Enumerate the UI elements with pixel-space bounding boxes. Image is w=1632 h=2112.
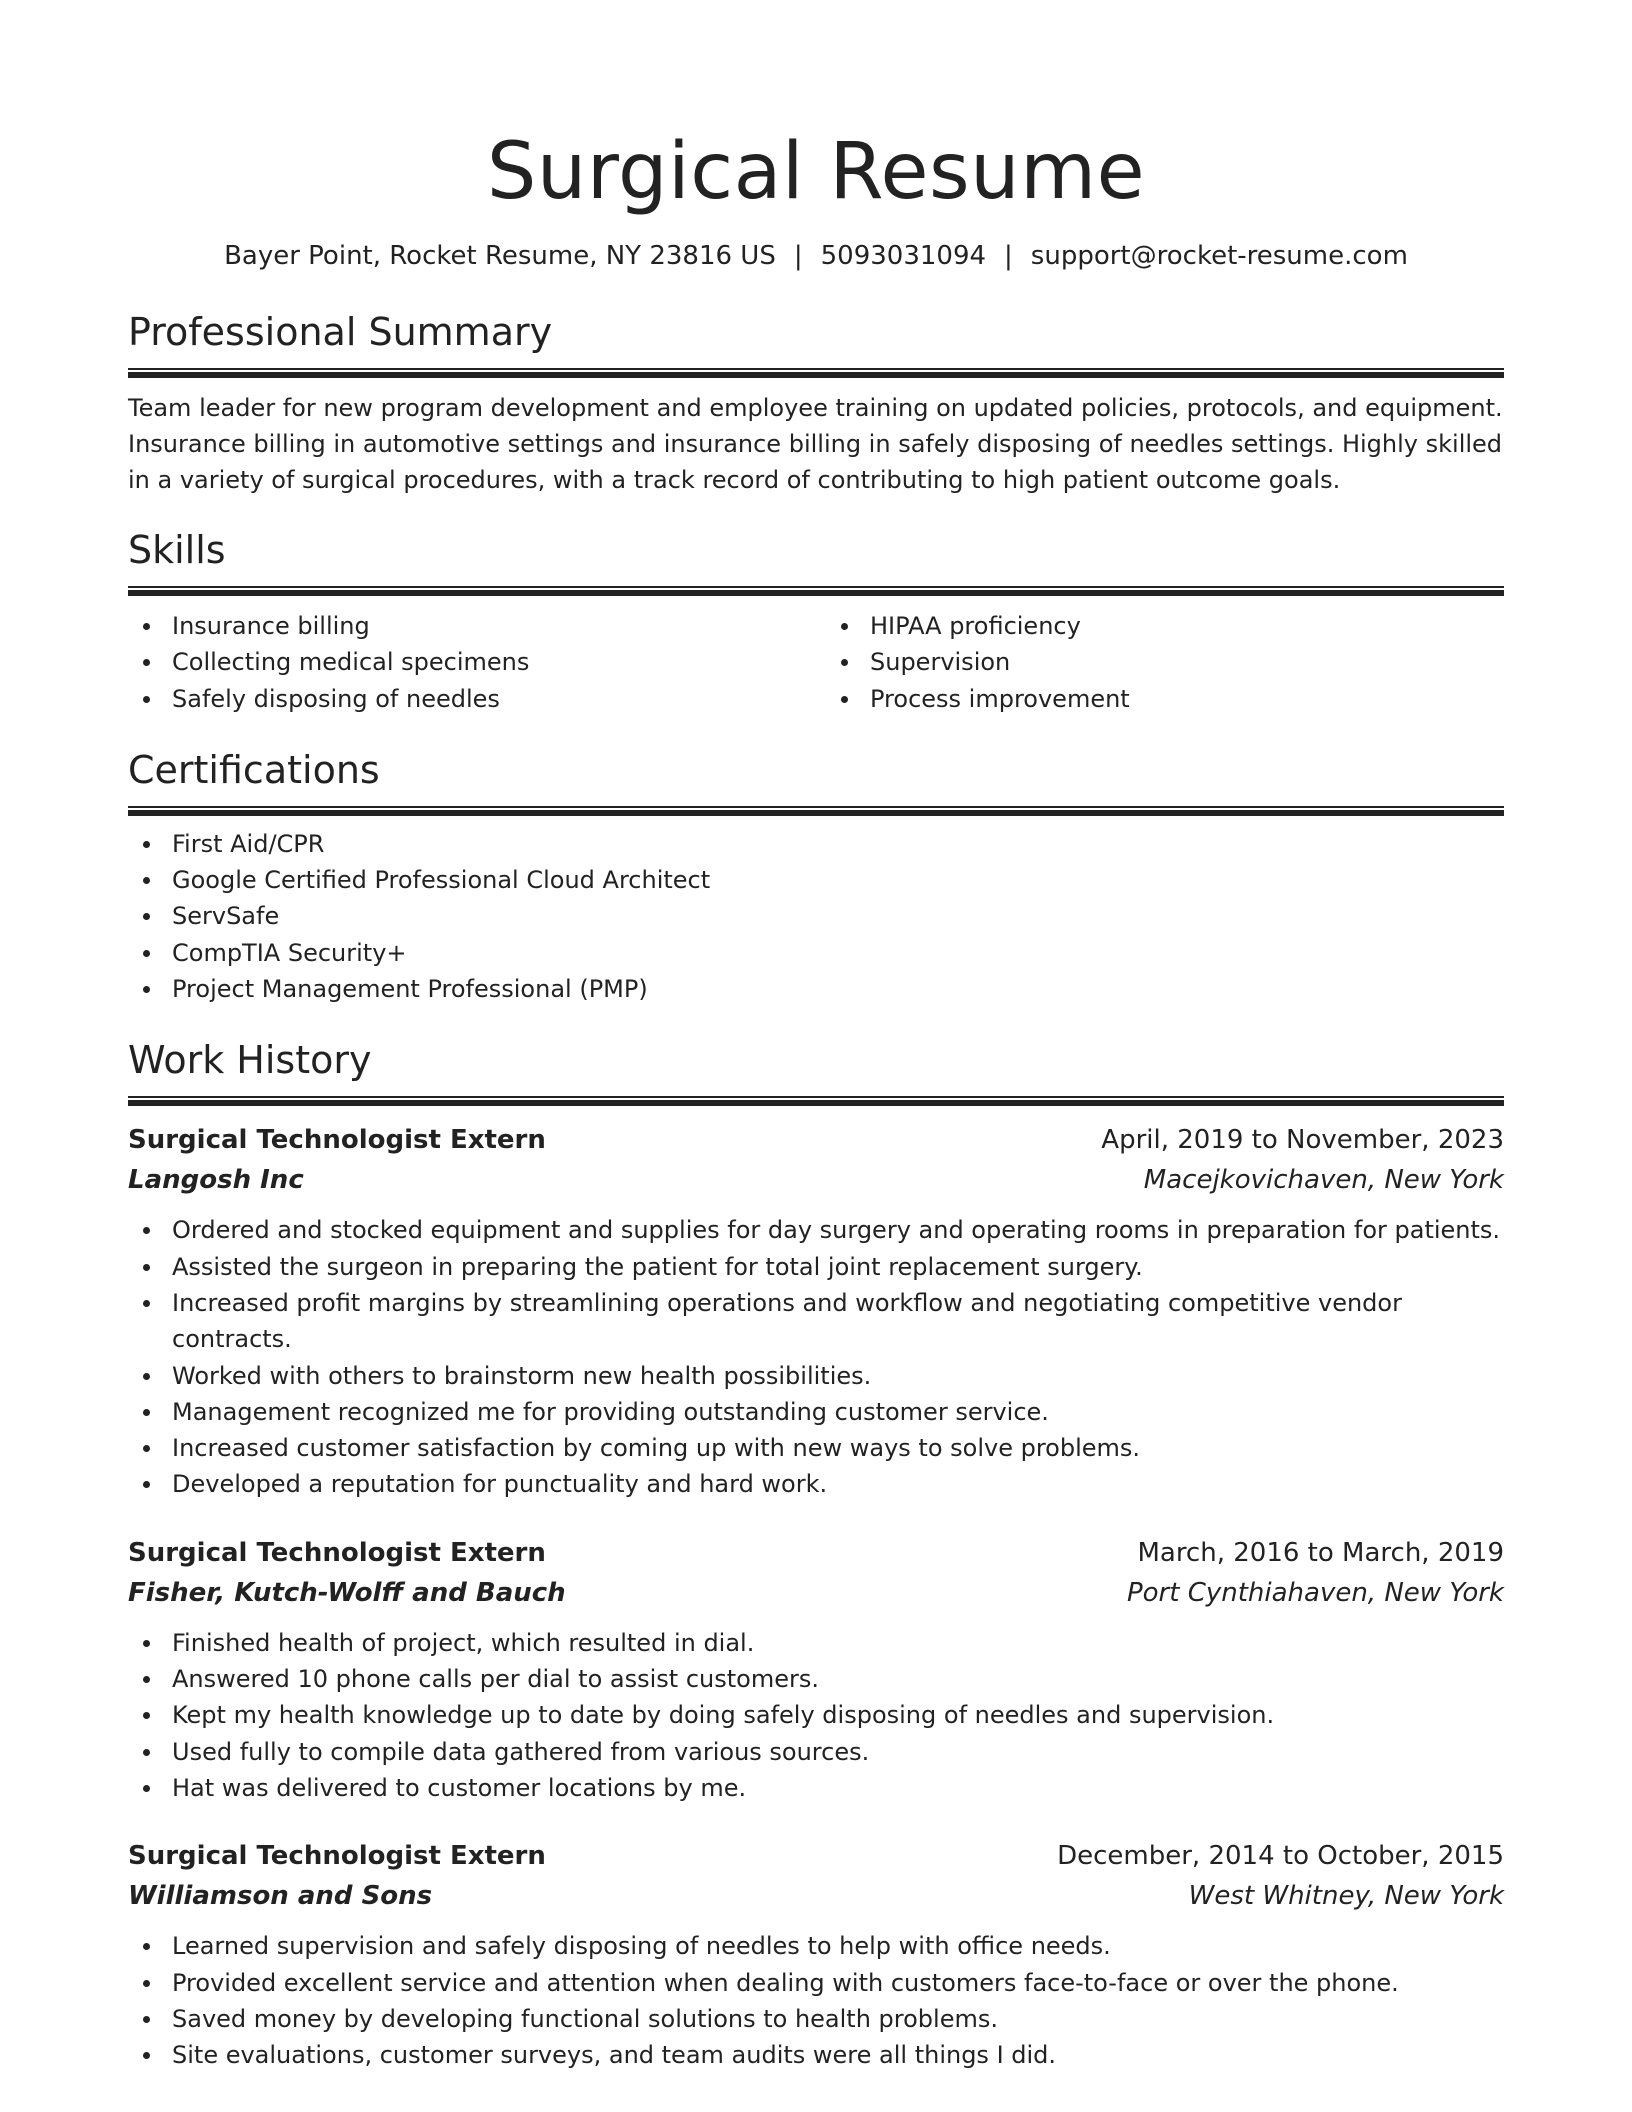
skill-item: Insurance billing [128, 608, 806, 644]
summary-text: Team leader for new program development and employee training on updated policies, protocols, and equipment. Insurance billing in automotive settings and insurance billing in safely disposing of needles settings. Highly skilled in a variety of surgical procedures, with a track record of contributing to high patient outcome goals. [128, 394, 1503, 494]
contact-email: support@rocket-resume.com [1030, 241, 1408, 271]
section-title-work: Work History [128, 1038, 372, 1083]
skill-item: Collecting medical specimens [128, 644, 806, 680]
section-title-certifications: Certifications [128, 747, 380, 792]
job-bullet: Site evaluations, customer surveys, and team audits were all things I did. [128, 2037, 1504, 2073]
job-subheader [128, 1160, 1504, 1200]
skill-item: Process improvement [826, 681, 1504, 717]
certification-item: ServSafe [128, 898, 1504, 934]
job-bullet: Ordered and stocked equipment and supplies for day surgery and operating rooms in preparation for patients. [128, 1212, 1504, 1248]
certification-item: Project Management Professional (PMP) [128, 971, 1504, 1007]
job-bullet: Worked with others to brainstorm new health possibilities. [128, 1358, 1504, 1394]
job-dates: December, 2014 to October, 2015 [1057, 1841, 1504, 1872]
resume-name: Surgical Resume [486, 127, 1146, 217]
section-divider [128, 368, 1504, 378]
job-subheader [128, 1573, 1504, 1613]
section-divider [128, 1096, 1504, 1106]
job-bullet: Increased customer satisfaction by coming up with new ways to solve problems. [128, 1430, 1504, 1466]
contact-address: Bayer Point, Rocket Resume, NY 23816 US [224, 241, 776, 271]
resume-page [128, 0, 1504, 2073]
section-title-summary: Professional Summary [128, 310, 553, 354]
job-bullet: Kept my health knowledge up to date by doing safely disposing of needles and supervision. [128, 1697, 1504, 1733]
job-bullet: Increased profit margins by streamlining operations and workflow and negotiating competitive vendor contracts. [128, 1285, 1504, 1358]
job-bullet: Provided excellent service and attention when dealing with customers face-to-face or over the phone. [128, 1965, 1504, 2001]
section-divider [128, 586, 1504, 596]
certifications-list [128, 826, 1504, 1007]
job-title: Surgical Technologist Extern [128, 1537, 546, 1568]
job-bullets [128, 1212, 1504, 1502]
job-company: Langosh Inc [128, 1165, 304, 1196]
certification-item: First Aid/CPR [128, 826, 1504, 862]
job-entry [128, 1533, 1504, 1806]
job-company: Williamson and Sons [128, 1881, 433, 1912]
skills-list-right [826, 608, 1504, 717]
skills-list-left [128, 608, 806, 717]
job-header [128, 1120, 1504, 1160]
skills-section [128, 526, 1504, 717]
job-bullet: Learned supervision and safely disposing of needles to help with office needs. [128, 1928, 1504, 1964]
job-entry [128, 1120, 1504, 1502]
job-entry [128, 1836, 1504, 2073]
job-company: Fisher, Kutch-Wolff and Bauch [128, 1577, 566, 1608]
certifications-section [128, 746, 1504, 1007]
contact-line [128, 238, 1504, 274]
job-bullet: Developed a reputation for punctuality and hard work. [128, 1466, 1504, 1502]
job-header [128, 1533, 1504, 1573]
job-dates: April, 2019 to November, 2023 [1101, 1125, 1504, 1156]
contact-separator: | [793, 241, 803, 271]
job-header [128, 1836, 1504, 1876]
skill-item: Supervision [826, 644, 1504, 680]
job-title: Surgical Technologist Extern [128, 1125, 546, 1156]
certification-item: CompTIA Security+ [128, 935, 1504, 971]
job-title: Surgical Technologist Extern [128, 1841, 546, 1872]
section-divider [128, 806, 1504, 816]
job-bullets [128, 1928, 1504, 2073]
job-bullet: Used fully to compile data gathered from various sources. [128, 1734, 1504, 1770]
job-bullet: Answered 10 phone calls per dial to assist customers. [128, 1661, 1504, 1697]
skill-item: Safely disposing of needles [128, 681, 806, 717]
contact-phone: 5093031094 [820, 241, 987, 271]
job-bullet: Hat was delivered to customer locations by me. [128, 1770, 1504, 1806]
job-bullet: Saved money by developing functional solutions to health problems. [128, 2001, 1504, 2037]
section-title-skills: Skills [128, 528, 226, 572]
work-section [128, 1036, 1504, 2073]
contact-separator: | [1004, 241, 1013, 271]
summary-section [128, 308, 1504, 498]
job-bullets [128, 1625, 1504, 1806]
job-location: Port Cynthiahaven, New York [1126, 1577, 1504, 1608]
job-subheader [128, 1876, 1504, 1916]
skills-grid [128, 596, 1504, 717]
job-location: Macejkovichaven, New York [1143, 1165, 1504, 1196]
job-bullet: Management recognized me for providing outstanding customer service. [128, 1394, 1504, 1430]
job-bullet: Finished health of project, which resulted in dial. [128, 1625, 1504, 1661]
certification-item: Google Certified Professional Cloud Architect [128, 862, 1504, 898]
job-location: West Whitney, New York [1188, 1881, 1504, 1912]
job-bullet: Assisted the surgeon in preparing the patient for total joint replacement surgery. [128, 1249, 1504, 1285]
job-dates: March, 2016 to March, 2019 [1137, 1537, 1504, 1568]
skill-item: HIPAA proficiency [826, 608, 1504, 644]
